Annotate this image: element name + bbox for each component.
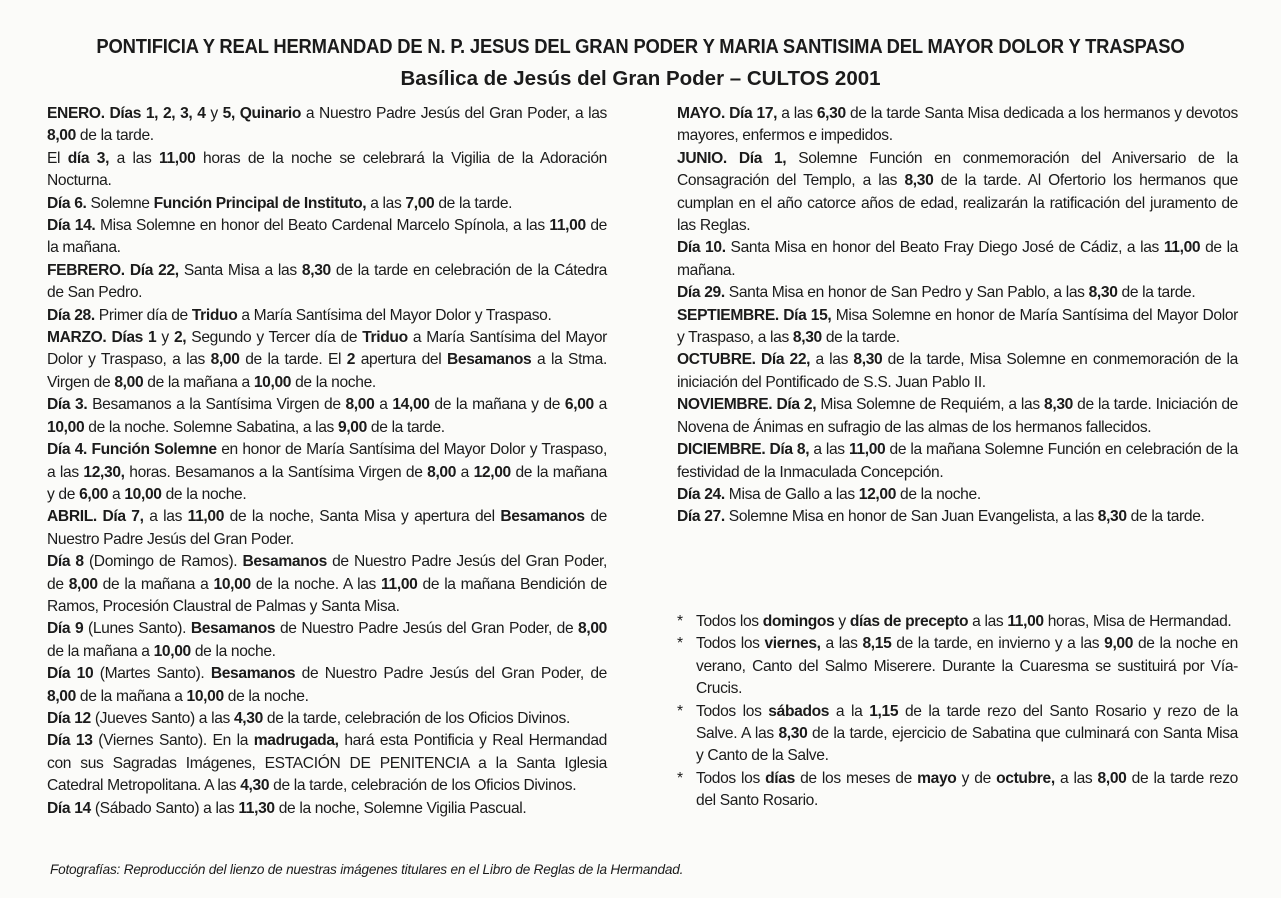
text-segment: a las — [143, 508, 188, 526]
schedule-entry — [677, 282, 1238, 304]
text-segment: El — [47, 149, 68, 167]
bold-text: 14,00 — [392, 396, 430, 414]
bold-text: 8,30 — [301, 261, 331, 279]
text-segment: de la mañana y de — [429, 396, 565, 414]
text-segment: de la noche en verano, Canto del Salmo Miserere. Durante la Cuaresma se sustituirá por Vía-Crucis. — [696, 635, 1238, 698]
bold-text: MAYO. Día 17, — [677, 105, 778, 122]
text-segment: Todos los — [696, 613, 763, 630]
schedule-entry — [47, 327, 607, 394]
text-segment: (Viernes Santo). En la — [92, 732, 254, 750]
bold-text: 8,30 — [1097, 508, 1127, 526]
bold-text: Día 28. — [47, 306, 95, 324]
text-segment: (Lunes Santo). — [83, 620, 191, 638]
text-segment: a María Santísima del Mayor Dolor y Traspaso. — [237, 306, 552, 324]
text-segment: y — [156, 329, 174, 347]
text-segment: de la noche, Solemne Vigilia Pascual. — [274, 799, 527, 817]
text-segment: Solemne Función en conmemoración del Aniversario de la Consagración del Templo, a las — [677, 149, 1238, 190]
text-segment: Misa Solemne de Requiém, a las — [816, 396, 1045, 414]
note-item — [677, 768, 1238, 813]
notes-list — [677, 611, 1238, 813]
text-segment: Solemne — [86, 194, 154, 212]
text-segment: a las — [809, 441, 849, 459]
bold-text: 8,00 — [427, 463, 457, 481]
bold-text: Día 9 — [47, 620, 84, 638]
text-segment: Todos los — [696, 769, 766, 787]
text-segment: de la noche. A las — [250, 575, 382, 593]
bold-text: ENERO. Días 1, 2, 3, 4 — [47, 105, 206, 122]
bold-text: 12,00 — [858, 485, 897, 503]
bold-text: Día 12 — [47, 709, 91, 727]
bold-text: 2 — [346, 351, 356, 369]
bold-text: 4,30 — [240, 777, 270, 795]
bold-text: 8,30 — [853, 351, 883, 369]
bold-text: 11,00 — [1007, 613, 1044, 630]
asterisk-marker: * — [677, 702, 683, 720]
bold-text: 2, — [173, 329, 187, 347]
document-title: PONTIFICIA Y REAL HERMANDAD DE N. P. JESUS DEL GRAN PODER Y MARIA SANTISIMA DEL MAYOR DOLOR Y TRASPASO — [96, 36, 1185, 58]
text-segment: a las — [968, 613, 1008, 630]
bold-text: Día 27. — [677, 508, 725, 526]
text-segment: a las — [777, 105, 817, 122]
schedule-entry — [47, 260, 607, 305]
schedule-entry — [677, 103, 1238, 148]
schedule-entry — [677, 349, 1238, 394]
text-segment: Solemne Misa en honor de San Juan Evangelista, a las — [724, 508, 1098, 526]
bold-text: Día 4. Función Solemne — [47, 441, 217, 459]
text-segment: a la — [829, 702, 870, 720]
asterisk-marker: * — [677, 635, 683, 653]
bold-text: 8,00 — [47, 127, 76, 145]
schedule-entry — [47, 663, 607, 708]
bold-text: 8,00 — [210, 351, 240, 369]
bold-text: Día 10. — [677, 239, 726, 257]
schedule-entry — [47, 394, 607, 439]
schedule-entry — [47, 193, 607, 215]
text-segment: de la tarde Santa Misa dedicada a los hermanos y devotos mayores, enfermos e impedidos. — [677, 105, 1238, 145]
bold-text: 8,30 — [792, 329, 822, 347]
text-segment: de la noche, Santa Misa y apertura del — [224, 508, 501, 526]
bold-text: 12,30, — [83, 463, 125, 481]
text-segment: Misa Solemne en honor de María Santísima del Mayor Dolor y Traspaso, a las — [677, 306, 1238, 347]
schedule-entry — [47, 215, 607, 260]
text-segment: de la mañana. — [47, 217, 607, 257]
text-segment: Misa Solemne en honor del Beato Cardenal Marcelo Spínola, a las — [95, 217, 550, 235]
text-segment: hará esta Pontificia y Real Hermandad con sus Sagradas Imágenes, ESTACIÓN DE PENITENCIA a la Santa Iglesia Catedral Metropolitana. A las — [47, 732, 607, 795]
bold-text: 8,30 — [904, 172, 934, 190]
text-segment: de Nuestro Padre Jesús del Gran Poder, de — [47, 553, 607, 593]
text-segment: de la mañana a — [143, 373, 254, 391]
text-segment: de la tarde, celebración de los Oficios Divinos. — [269, 777, 577, 795]
bold-text: 6,00 — [564, 396, 594, 414]
schedule-entry — [47, 148, 607, 193]
text-segment: a Nuestro Padre Jesús del Gran Poder, a las — [301, 105, 607, 122]
bold-text: madrugada, — [253, 732, 339, 750]
bold-text: domingos — [762, 613, 835, 630]
text-segment: a las — [1054, 769, 1098, 787]
schedule-entry — [677, 439, 1238, 484]
bold-text: OCTUBRE. Día 22, — [677, 351, 811, 369]
schedule-entry — [47, 439, 607, 506]
bold-text: 8,30 — [778, 725, 808, 743]
bold-text: 10,00 — [47, 418, 85, 436]
bold-text: octubre, — [996, 769, 1055, 787]
bold-text: 11,00 — [848, 441, 886, 459]
text-segment: a — [108, 485, 125, 503]
asterisk-marker: * — [677, 769, 683, 787]
schedule-entry — [677, 305, 1238, 350]
bold-text: 11,00 — [187, 508, 225, 526]
text-segment: Misa de Gallo a las — [724, 485, 859, 503]
text-segment: de la mañana. — [677, 239, 1238, 279]
text-segment: de la tarde. — [1126, 508, 1205, 526]
bold-text: MARZO. Días 1 — [47, 329, 157, 347]
text-segment: apertura del — [355, 351, 447, 369]
bold-text: mayo — [917, 769, 957, 787]
bold-text: 8,00 — [68, 575, 98, 593]
text-segment: a las — [820, 635, 863, 653]
text-segment: (Jueves Santo) a las — [90, 709, 234, 727]
schedule-entry — [47, 708, 607, 730]
bold-text: 11,30 — [238, 799, 275, 817]
text-segment: de la mañana Solemne Función en celebración de la festividad de la Inmaculada Concepción. — [677, 441, 1238, 481]
text-segment: de la tarde, celebración de los Oficios Divinos. — [262, 709, 570, 727]
schedule-entry — [47, 506, 607, 551]
text-segment: de los meses de — [794, 769, 918, 787]
text-segment: en honor de María Santísima del Mayor Dolor y Traspaso, a las — [47, 441, 607, 481]
text-segment: de la noche. — [896, 485, 981, 503]
text-segment: a María Santísima del Mayor Dolor y Traspaso, a las — [47, 329, 607, 369]
document-subtitle: Basílica de Jesús del Gran Poder – CULTOS 2001 — [400, 67, 881, 90]
text-segment: de la mañana a — [97, 575, 214, 593]
text-segment: de la tarde, Misa Solemne en conmemoración de la iniciación del Pontificado de S.S. Juan Pablo II. — [677, 351, 1238, 391]
text-segment: de la tarde. — [366, 418, 445, 436]
bold-text: 1,15 — [869, 702, 899, 720]
bold-text: DICIEMBRE. Día 8, — [677, 441, 810, 459]
left-column — [47, 103, 607, 820]
bold-text: viernes, — [764, 635, 821, 653]
text-segment: de la tarde. Al Ofertorio los hermanos que cumplan en el año catorce años de edad, realizarán la ratificación del juramento de las Reglas. — [677, 172, 1238, 235]
bold-text: SEPTIEMBRE. Día 15, — [677, 306, 832, 324]
text-segment: y de — [956, 769, 997, 787]
text-segment: de la tarde. El — [239, 351, 347, 369]
text-segment: y — [834, 613, 850, 630]
bold-text: 8,15 — [862, 635, 892, 653]
right-column — [677, 103, 1238, 529]
schedule-entry — [47, 551, 607, 618]
bold-text: 11,00 — [159, 149, 196, 167]
bold-text: 8,00 — [114, 373, 144, 391]
bold-text: 8,00 — [345, 396, 375, 414]
text-segment: horas. Besamanos a la Santísima Virgen de — [124, 463, 428, 481]
bold-text: 9,00 — [1104, 635, 1134, 653]
schedule-entry — [47, 798, 607, 820]
text-segment: (Sábado Santo) a las — [90, 799, 239, 817]
text-segment: a — [456, 463, 474, 481]
text-segment: de la mañana y de — [47, 463, 607, 503]
text-segment: de la noche. — [161, 485, 247, 503]
bold-text: Besamanos — [500, 508, 585, 526]
schedule-entry — [47, 305, 607, 327]
bold-text: días — [765, 769, 795, 787]
note-item — [677, 633, 1238, 700]
text-segment: de la noche. — [223, 687, 309, 705]
text-segment: de la tarde. — [75, 127, 154, 145]
bold-text: Besamanos — [190, 620, 276, 638]
bold-text: 12,00 — [473, 463, 511, 481]
text-segment: de la mañana a — [47, 642, 154, 660]
schedule-entry — [677, 484, 1238, 506]
bold-text: sábados — [768, 702, 830, 720]
text-segment: Todos los — [696, 702, 769, 720]
bold-text: 8,00 — [578, 620, 607, 638]
text-segment: Besamanos a la Santísima Virgen de — [87, 396, 346, 414]
text-segment: Todos los — [696, 635, 765, 653]
text-segment: a — [374, 396, 393, 414]
schedule-entry — [47, 730, 607, 797]
bold-text: 8,30 — [1044, 396, 1073, 414]
text-segment: de la tarde. — [434, 194, 513, 212]
bold-text: NOVIEMBRE. Día 2, — [677, 396, 817, 414]
text-segment: a las — [109, 149, 160, 167]
text-segment: horas de la noche se celebrará la Vigilia de la Adoración Nocturna. — [47, 149, 607, 190]
bold-text: Día 8 — [47, 553, 84, 571]
bold-text: 6,30 — [816, 105, 846, 122]
bold-text: 6,00 — [79, 485, 109, 503]
bold-text: día 3, — [67, 149, 110, 167]
bold-text: días de precepto — [849, 613, 969, 630]
text-segment: de la noche. Solemne Sabatina, a las — [84, 418, 338, 436]
text-segment: Primer día de — [94, 306, 192, 324]
bold-text: 8,30 — [1088, 284, 1118, 302]
bold-text: ABRIL. Día 7, — [47, 508, 144, 526]
bold-text: Función Principal de Instituto, — [153, 194, 367, 212]
text-segment: de la tarde. — [1117, 284, 1196, 302]
text-segment: a la Stma. Virgen de — [47, 351, 607, 391]
text-segment: de la mañana Bendición de Ramos, Procesión Claustral de Palmas y Santa Misa. — [47, 575, 607, 615]
text-segment: (Domingo de Ramos). — [83, 553, 243, 571]
text-segment: de la tarde. — [821, 329, 900, 347]
bold-text: Día 29. — [677, 284, 725, 302]
text-segment: horas, Misa de Hermandad. — [1043, 613, 1232, 630]
bold-text: Besamanos — [446, 351, 532, 369]
schedule-entry — [677, 506, 1238, 528]
bold-text: 10,00 — [213, 575, 251, 593]
text-segment: Santa Misa en honor de San Pedro y San Pablo, a las — [724, 284, 1089, 302]
text-segment: de Nuestro Padre Jesús del Gran Poder, de — [275, 620, 579, 638]
bold-text: Triduo — [191, 306, 238, 324]
photo-credit-footer: Fotografías: Reproducción del lienzo de nuestras imágenes titulares en el Libro de Reglas de la Hermandad. — [50, 862, 684, 877]
bold-text: Besamanos — [210, 665, 296, 683]
bold-text: Día 3. — [47, 396, 88, 414]
schedule-entry — [677, 394, 1238, 439]
bold-text: 11,00 — [381, 575, 418, 593]
text-segment: de la tarde, en invierno y a las — [891, 635, 1105, 653]
text-segment: Santa Misa en honor del Beato Fray Diego José de Cádiz, a las — [725, 239, 1164, 257]
text-segment: Santa Misa a las — [178, 261, 302, 279]
text-segment: de la tarde rezo del Santo Rosario y rezo de la Salve. A las — [696, 702, 1238, 743]
bold-text: Día 14. — [47, 217, 96, 235]
text-segment: a — [593, 396, 607, 414]
bold-text: Día 24. — [677, 485, 725, 503]
bold-text: 10,00 — [153, 642, 191, 660]
note-item — [677, 611, 1238, 633]
schedule-entry — [677, 237, 1238, 282]
bold-text: Día 13 — [47, 732, 93, 750]
bold-text: Besamanos — [242, 553, 327, 571]
bold-text: 4,30 — [233, 709, 263, 727]
text-segment: Segundo y Tercer día de — [186, 329, 363, 347]
bold-text: Día 14 — [47, 799, 91, 817]
bold-text: 8,00 — [47, 687, 76, 705]
bold-text: 11,00 — [549, 217, 586, 235]
bold-text: JUNIO. Día 1, — [677, 149, 787, 167]
text-segment: de la tarde. Iniciación de Novena de Ánimas en sufragio de las almas de los hermanos fallecidos. — [677, 396, 1238, 436]
bold-text: Triduo — [362, 329, 408, 347]
text-segment: de Nuestro Padre Jesús del Gran Poder, de — [295, 665, 607, 683]
text-segment: de la noche. — [291, 373, 376, 391]
text-segment: a las — [810, 351, 854, 369]
text-segment: y — [205, 105, 223, 122]
bold-text: 11,00 — [1163, 239, 1201, 257]
text-segment: (Martes Santo). — [93, 665, 211, 683]
bold-text: 10,00 — [253, 373, 292, 391]
text-segment: de Nuestro Padre Jesús del Gran Poder. — [47, 508, 607, 548]
text-segment: de la tarde en celebración de la Cátedra de San Pedro. — [47, 261, 607, 302]
bold-text: 8,00 — [1097, 769, 1127, 787]
asterisk-marker: * — [677, 613, 683, 630]
text-segment: de la mañana a — [75, 687, 187, 705]
schedule-entry — [47, 103, 607, 148]
bold-text: 5, Quinario — [222, 105, 302, 122]
bold-text: 9,00 — [338, 418, 367, 436]
bold-text: 10,00 — [124, 485, 162, 503]
bold-text: Día 6. — [47, 194, 87, 212]
text-segment: de la tarde rezo del Santo Rosario. — [696, 769, 1239, 810]
bold-text: 7,00 — [405, 194, 435, 212]
text-segment: de la tarde, ejercicio de Sabatina que culminará con Santa Misa y Canto de la Salve. — [696, 725, 1238, 765]
text-segment: a las — [366, 194, 406, 212]
text-segment: de la noche. — [190, 642, 276, 660]
bold-text: 10,00 — [186, 687, 224, 705]
bold-text: Día 10 — [47, 665, 94, 683]
bold-text: FEBRERO. Día 22, — [47, 261, 179, 279]
schedule-entry — [677, 148, 1238, 238]
schedule-entry — [47, 618, 607, 663]
note-item — [677, 701, 1238, 768]
